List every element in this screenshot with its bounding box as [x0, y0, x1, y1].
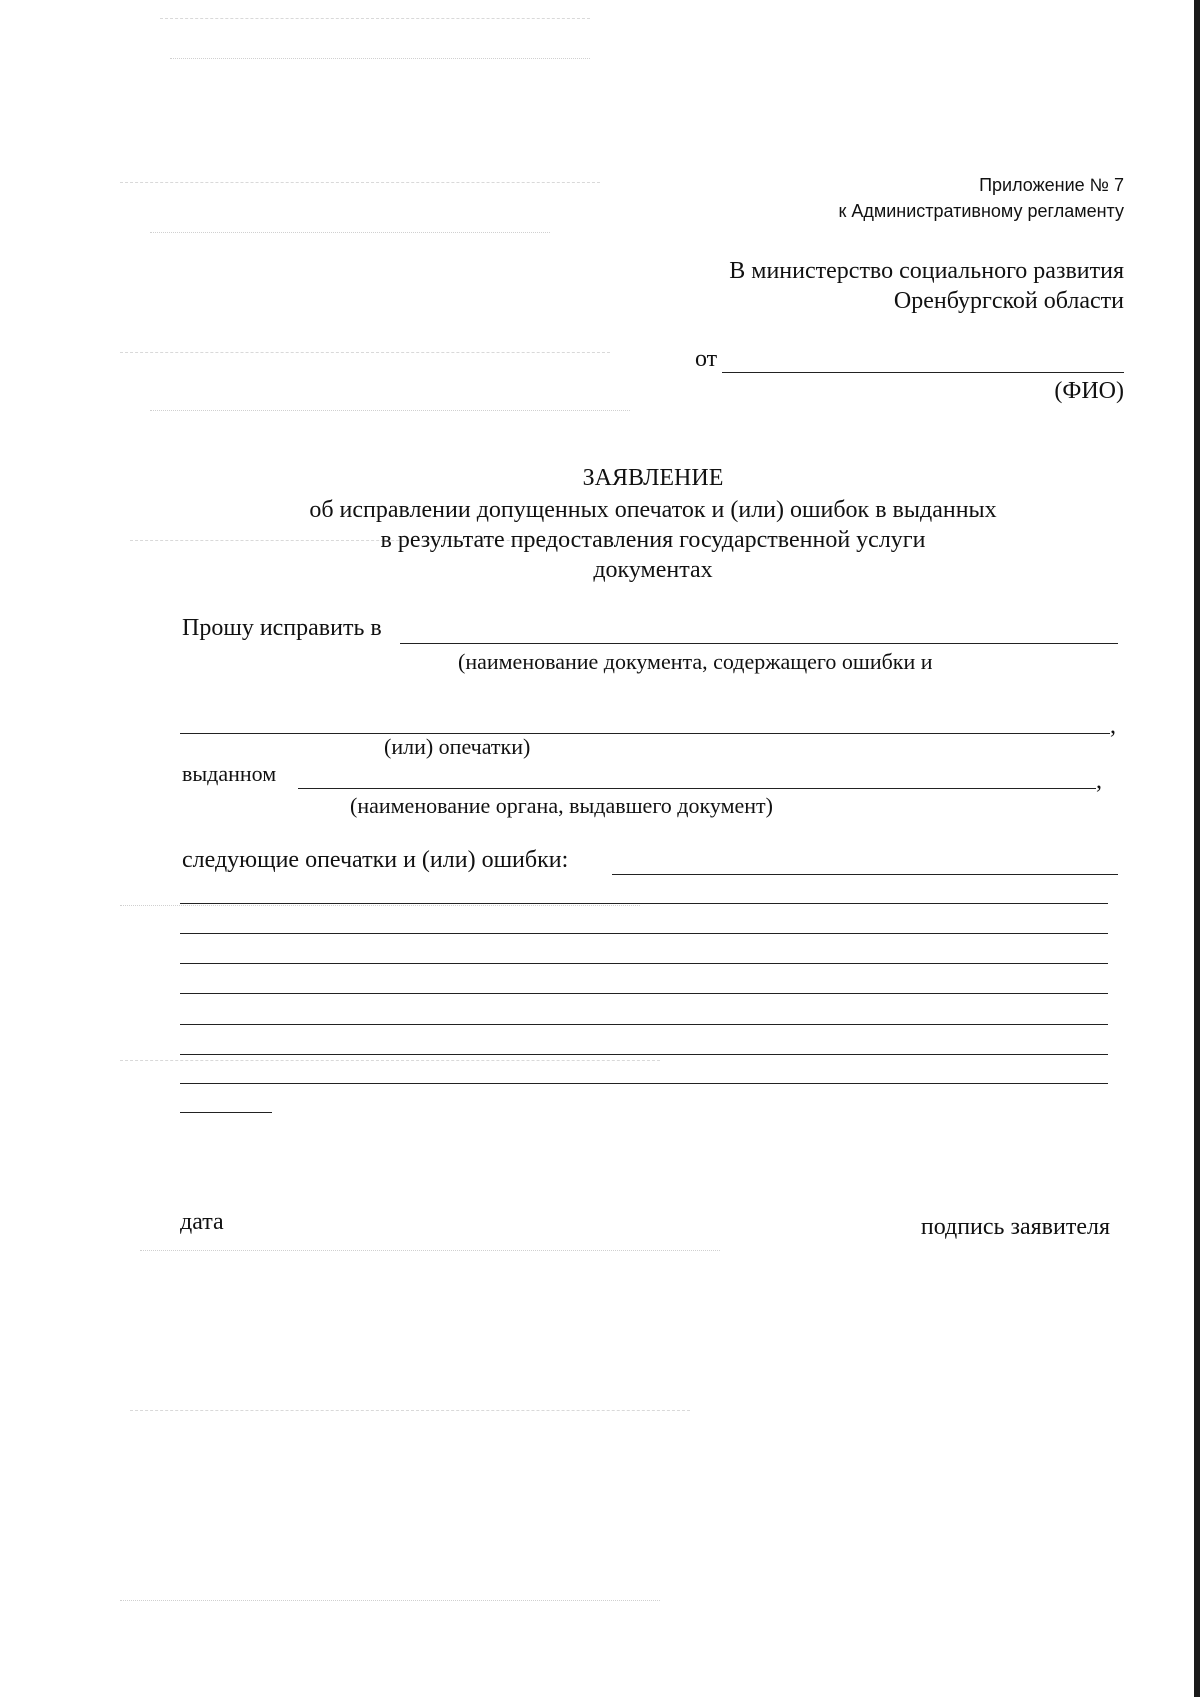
document-name-field[interactable]	[400, 643, 1118, 644]
scan-noise	[120, 905, 640, 907]
issuing-authority-caption: (наименование органа, выдавшего документ)	[350, 793, 773, 818]
errors-field-line[interactable]	[180, 963, 1108, 964]
document-title: ЗАЯВЛЕНИЕ	[582, 465, 724, 491]
appendix-number: Приложение № 7	[979, 175, 1124, 195]
scan-noise	[150, 232, 550, 234]
signature-label: подпись заявителя	[920, 1214, 1110, 1240]
errors-field-line[interactable]	[180, 933, 1108, 934]
request-label: Прошу исправить в	[182, 615, 382, 641]
scan-noise	[120, 182, 600, 184]
issued-label: выданном	[182, 761, 277, 786]
scan-noise	[160, 18, 590, 20]
errors-field-line[interactable]	[180, 1112, 272, 1113]
scan-noise	[170, 58, 590, 60]
scan-noise	[120, 1060, 660, 1062]
recipient-line-1: В министерство социального развития	[729, 258, 1124, 284]
scan-noise	[120, 1600, 660, 1602]
errors-field-line[interactable]	[180, 1083, 1108, 1084]
document-subtitle-3: документах	[593, 557, 713, 583]
errors-label: следующие опечатки и (или) ошибки:	[182, 847, 569, 873]
document-name-caption: (наименование документа, содержащего ошибки и	[458, 649, 933, 674]
scan-edge	[1194, 0, 1200, 1697]
recipient-line-2: Оренбургской области	[893, 288, 1124, 314]
comma: ,	[1110, 713, 1116, 739]
scan-noise	[130, 1410, 690, 1412]
scan-noise	[140, 1250, 720, 1252]
comma: ,	[1096, 768, 1102, 794]
applicant-name-caption: (ФИО)	[1054, 378, 1124, 404]
document-subtitle-2: в результате предоставления государственной услуги	[380, 527, 926, 553]
errors-field-line[interactable]	[180, 993, 1108, 994]
applicant-name-field[interactable]	[722, 372, 1124, 373]
errors-field[interactable]	[612, 874, 1118, 875]
errors-field-line[interactable]	[180, 1024, 1108, 1025]
from-label: от	[695, 346, 718, 372]
scan-noise	[120, 352, 610, 354]
document-subtitle-1: об исправлении допущенных опечаток и (или) ошибок в выданных	[309, 497, 997, 523]
appendix-reference: к Административному регламенту	[838, 201, 1124, 221]
issuing-authority-field[interactable]	[298, 788, 1096, 789]
document-name-field-continued[interactable]	[180, 733, 1110, 734]
errors-field-line[interactable]	[180, 1054, 1108, 1055]
errors-field-line[interactable]	[180, 903, 1108, 904]
scan-noise	[150, 410, 630, 412]
document-name-caption-continued: (или) опечатки)	[384, 734, 531, 759]
date-label: дата	[180, 1209, 224, 1235]
